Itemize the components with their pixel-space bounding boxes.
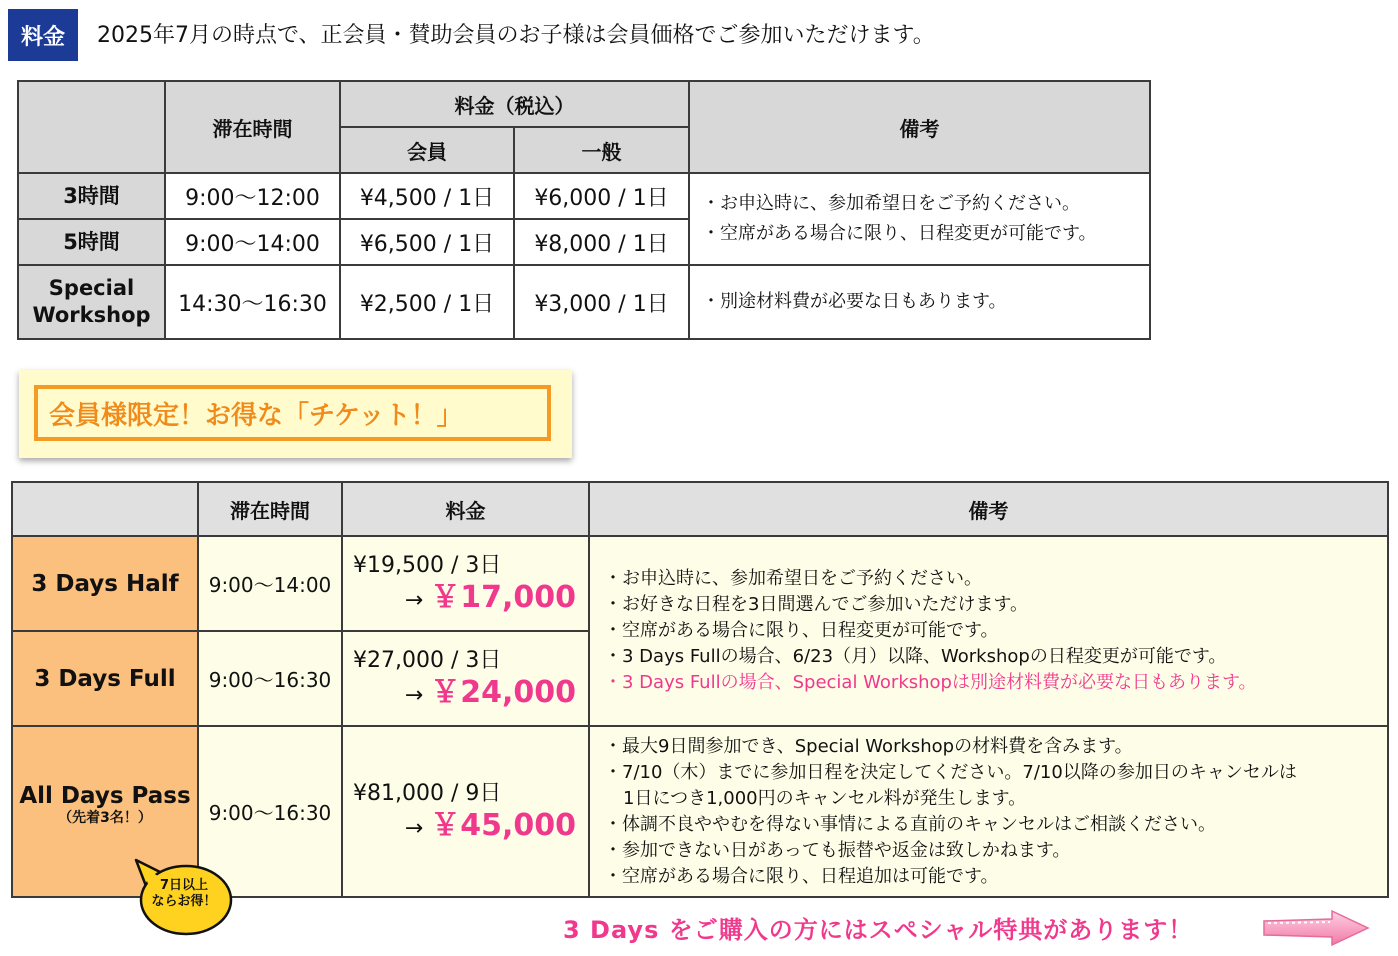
row-label: 3 Days Half bbox=[12, 536, 198, 631]
header-notes: 備考 bbox=[589, 482, 1388, 536]
bubble-line: 7日以上 bbox=[159, 878, 209, 893]
note-line: ・別途材料費が必要な日もあります。 bbox=[702, 291, 1007, 312]
notes-cell bbox=[689, 265, 1150, 339]
row-label-main: All Days Pass bbox=[19, 783, 191, 809]
note-line: 1日につき1,000円のキャンセル料が発生します。 bbox=[623, 787, 1027, 809]
special-offer-text: 3 Days をご購入の方にはスペシャル特典があります！ bbox=[563, 916, 1194, 944]
corner-cell bbox=[18, 81, 165, 173]
price-badge: 料金 bbox=[8, 9, 78, 61]
header-fee: 料金 bbox=[342, 482, 589, 536]
stay-time: 9:00〜14:00 bbox=[198, 536, 342, 631]
bubble-text bbox=[134, 878, 234, 910]
table-row bbox=[18, 265, 1150, 339]
intro-text: 2025年7月の時点で、正会員・賛助会員のお子様は会員価格でご参加いただけます。 bbox=[97, 23, 935, 48]
note-line: ・空席がある場合に限り、日程変更が可能です。 bbox=[604, 620, 999, 641]
price-cell bbox=[342, 726, 589, 897]
note-line: ・体調不良ややむを得ない事情による直前のキャンセルはご相談ください。 bbox=[604, 813, 1216, 835]
stay-time: 9:00〜14:00 bbox=[165, 219, 340, 265]
arrow-text: → bbox=[404, 816, 431, 841]
original-price: ¥81,000 / 9日 bbox=[353, 781, 502, 806]
note-line: ・お申込時に、参加希望日をご予約ください。 bbox=[702, 193, 1080, 214]
stay-time: 9:00〜12:00 bbox=[165, 173, 340, 219]
price-cell bbox=[342, 631, 589, 726]
note-line: ・3 Days Fullの場合、6/23（月）以降、Workshopの日程変更が可能です。 bbox=[604, 646, 1227, 667]
notes-cell bbox=[589, 726, 1388, 897]
price-table bbox=[17, 80, 1151, 340]
header-fee: 料金（税込） bbox=[340, 81, 689, 127]
table-row bbox=[18, 173, 1150, 219]
note-line: ・空席がある場合に限り、日程変更が可能です。 bbox=[702, 223, 1097, 244]
discount-price: ￥45,000 bbox=[430, 808, 576, 843]
row-label: 5時間 bbox=[18, 219, 165, 265]
general-price: ¥8,000 / 1日 bbox=[514, 219, 689, 265]
general-price: ¥6,000 / 1日 bbox=[514, 173, 689, 219]
row-label: 3 Days Full bbox=[12, 631, 198, 726]
header-stay: 滞在時間 bbox=[165, 81, 340, 173]
note-line: ・7/10（木）までに参加日程を決定してください。7/10以降の参加日のキャンセルは bbox=[604, 761, 1297, 783]
stay-time: 9:00〜16:30 bbox=[198, 631, 342, 726]
discount-price: ￥24,000 bbox=[430, 675, 576, 710]
ticket-title: 会員様限定！お得な「チケット！」 bbox=[34, 385, 551, 441]
note-line: ・最大9日間参加でき、Special Workshopの材料費を含みます。 bbox=[604, 735, 1133, 757]
arrow-text: → bbox=[404, 588, 431, 613]
notes-cell bbox=[589, 536, 1388, 726]
discount-price: ￥17,000 bbox=[430, 580, 576, 615]
arrow-right-icon[interactable] bbox=[1262, 909, 1372, 947]
row-label bbox=[18, 265, 165, 339]
row-label-line: Special bbox=[48, 276, 135, 300]
note-line: ・空席がある場合に限り、日程追加は可能です。 bbox=[604, 865, 999, 887]
general-price: ¥3,000 / 1日 bbox=[514, 265, 689, 339]
bubble-line: ならお得！ bbox=[151, 894, 217, 909]
ticket-banner bbox=[19, 370, 572, 458]
stay-time: 9:00〜16:30 bbox=[198, 726, 342, 897]
ticket-table bbox=[11, 481, 1389, 898]
row-label-sub: （先着3名！） bbox=[58, 810, 152, 826]
header-notes: 備考 bbox=[689, 81, 1150, 173]
member-price: ¥2,500 / 1日 bbox=[340, 265, 514, 339]
stay-time: 14:30〜16:30 bbox=[165, 265, 340, 339]
row-label: 3時間 bbox=[18, 173, 165, 219]
header-general: 一般 bbox=[514, 127, 689, 173]
header-stay: 滞在時間 bbox=[198, 482, 342, 536]
price-cell bbox=[342, 536, 589, 631]
notes-cell bbox=[689, 173, 1150, 265]
corner-cell bbox=[12, 482, 198, 536]
note-line: ・お申込時に、参加希望日をご予約ください。 bbox=[604, 568, 982, 589]
row-label-line: Workshop bbox=[32, 303, 151, 327]
original-price: ¥19,500 / 3日 bbox=[353, 553, 502, 578]
header-member: 会員 bbox=[340, 127, 514, 173]
note-line: ・参加できない日があっても振替や返金は致しかねます。 bbox=[604, 839, 1071, 861]
original-price: ¥27,000 / 3日 bbox=[353, 648, 502, 673]
table-row bbox=[12, 536, 1388, 631]
note-line: ・お好きな日程を3日間選んでご参加いただけます。 bbox=[604, 594, 1029, 615]
note-line-highlight: ・3 Days Fullの場合、Special Workshopは別途材料費が必要な日もあります。 bbox=[604, 672, 1257, 693]
arrow-text: → bbox=[404, 683, 431, 708]
member-price: ¥6,500 / 1日 bbox=[340, 219, 514, 265]
member-price: ¥4,500 / 1日 bbox=[340, 173, 514, 219]
